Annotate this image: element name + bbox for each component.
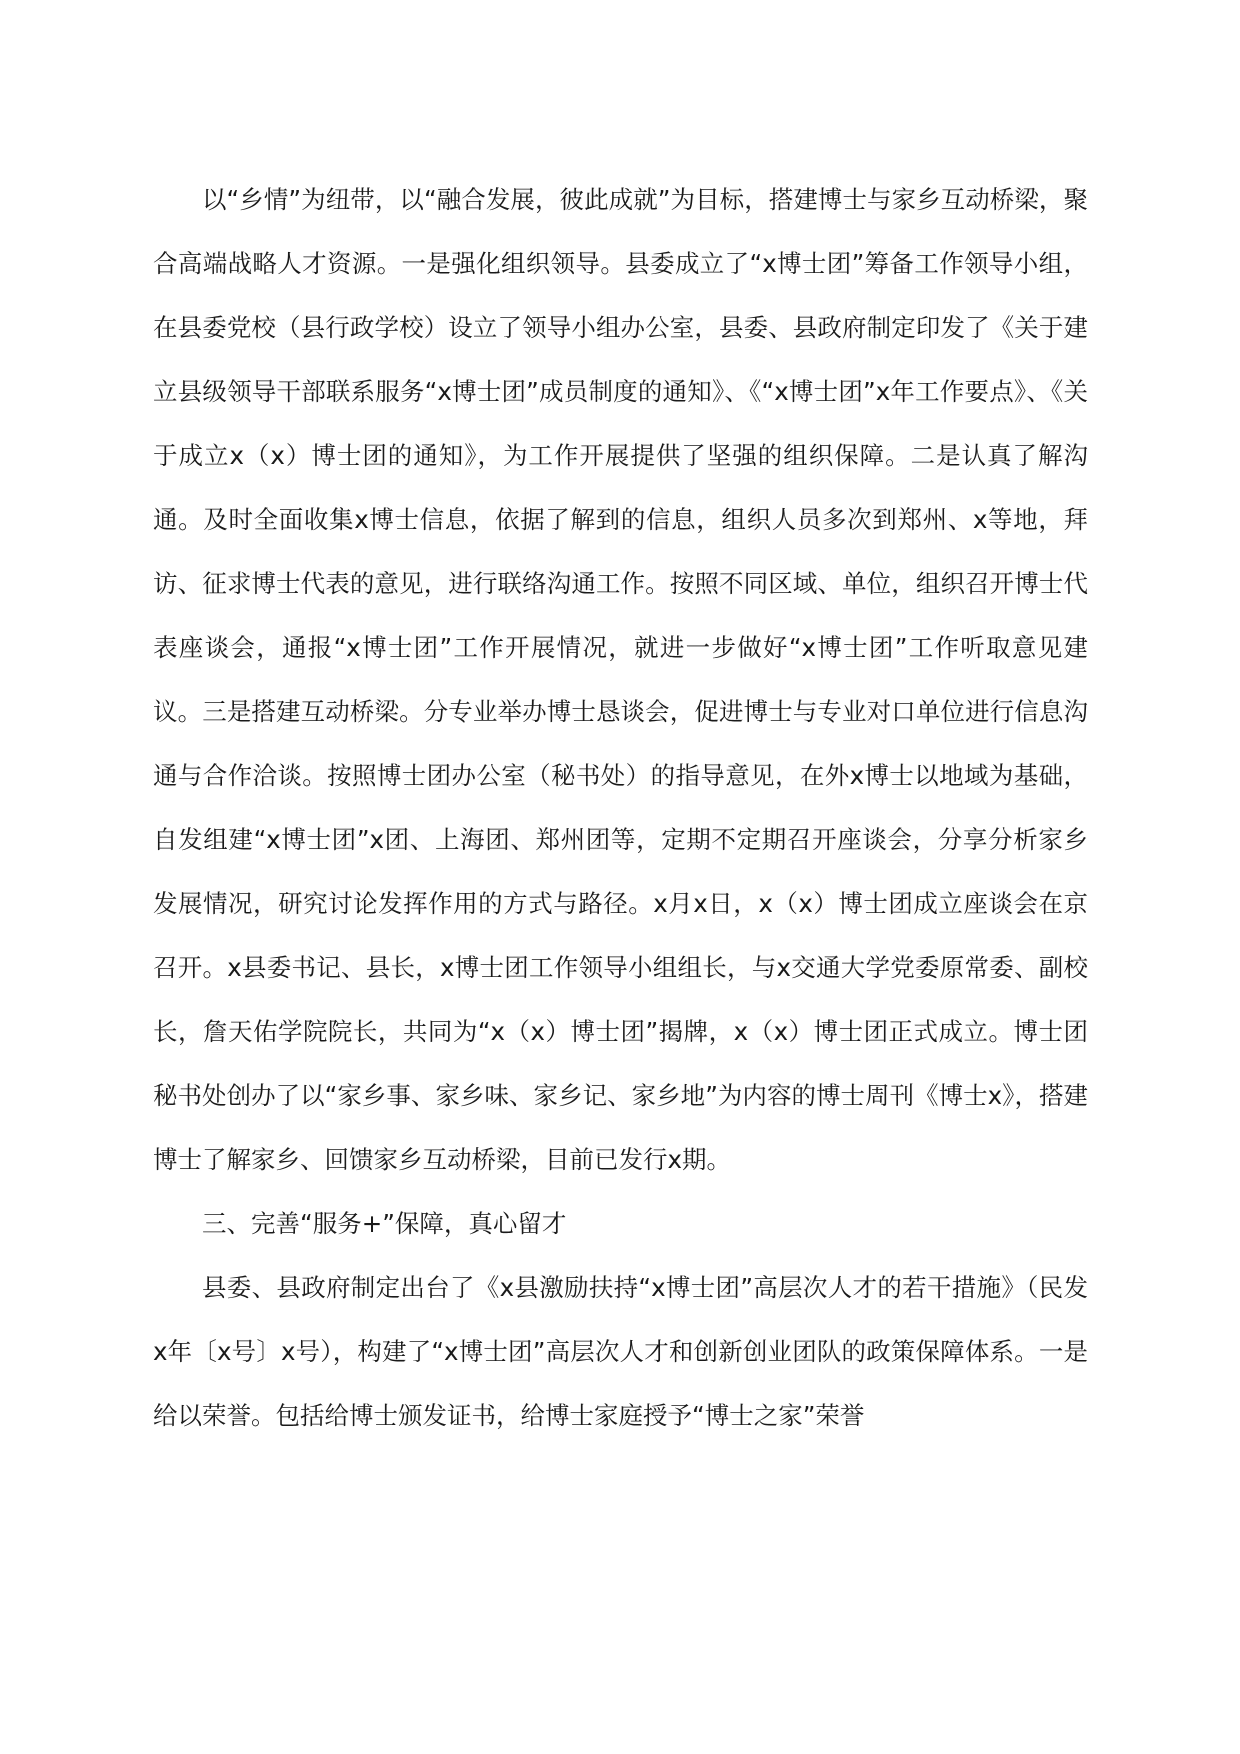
body-paragraph-2: 县委、县政府制定出台了《x县激励扶持“x博士团”高层次人才的若干措施》（民发x年〔x号〕x号），构建了“x博士团”高层次人才和创新创业团队的政策保障体系。一是给以荣誉。包括给博士颁发证书，给博士家庭授予“博士之家”荣誉 [153, 1273, 1088, 1430]
document-page [153, 168, 1088, 1448]
body-paragraph-1: 以“乡情”为纽带，以“融合发展，彼此成就”为目标，搭建博士与家乡互动桥梁，聚合高端战略人才资源。一是强化组织领导。县委成立了“x博士团”筹备工作领导小组，在县委党校（县行政学校）设立了领导小组办公室，县委、县政府制定印发了《关于建立县级领导干部联系服务“x博士团”成员制度的通知》、《“x博士团”x年工作要点》、《关于成立x（x）博士团的通知》，为工作开展提供了坚强的组织保障。二是认真了解沟通。及时全面收集x博士信息，依据了解到的信息，组织人员多次到郑州、x等地，拜访、征求博士代表的意见，进行联络沟通工作。按照不同区域、单位，组织召开博士代表座谈会，通报“x博士团”工作开展情况，就进一步做好“x博士团”工作听取意见建议。三是搭建互动桥梁。分专业举办博士恳谈会，促进博士与专业对口单位进行信息沟通与合作洽谈。按照博士团办公室（秘书处）的指导意见，在外x博士以地域为基础，自发组建“x博士团”x团、上海团、郑州团等，定期不定期召开座谈会，分享分析家乡发展情况，研究讨论发挥作用的方式与路径。x月x日，x（x）博士团成立座谈会在京召开。x县委书记、县长，x博士团工作领导小组组长，与x交通大学党委原常委、副校长，詹天佑学院院长，共同为“x（x）博士团”揭牌，x（x）博士团正式成立。博士团秘书处创办了以“家乡事、家乡味、家乡记、家乡地”为内容的博士周刊《博士x》，搭建博士了解家乡、回馈家乡互动桥梁，目前已发行x期。 [153, 185, 1088, 1174]
section-heading-3: 三、完善“服务+”保障，真心留才 [202, 1209, 567, 1238]
